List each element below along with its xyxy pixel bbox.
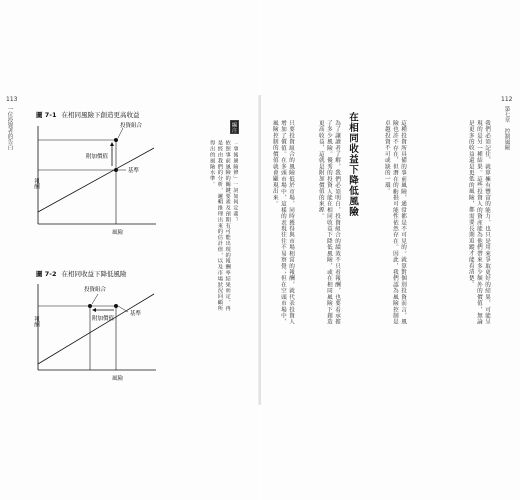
side-note-text <box>180 140 238 350</box>
paragraph-2: 這種投資所具備的事前風險，通常都是不可見的。就算對個別投資而言，風險也許不存在，但潛在的虧損可能性依然存在。因此，我們認為風險控制是卓越投資不可或缺的一環。 <box>383 120 406 325</box>
page-number: 112 <box>501 96 513 103</box>
benchmark-point <box>114 168 118 172</box>
portfolio-label: 投資組合 <box>84 287 107 293</box>
figure-1-y-label: 報酬 <box>33 178 39 189</box>
running-head: 第七章 控制風險 <box>503 106 510 150</box>
paragraph-3: 為了讓讀者了解，我們必須明白，投資組合的績效不只看報酬，也要看承擔了多少風險。優秀的投資人能在相同收益下降低風險，或在相同風險下創造更高收益，這就是附加價值的來源。 <box>317 120 340 325</box>
note-line: 得出的風險水準。 <box>208 140 215 188</box>
note-tag: 編注 <box>231 122 237 133</box>
figure-1-title: 在相同風險下創造更高收益 <box>61 111 140 119</box>
figure-2-title: 在相同收益下降低風險 <box>61 270 127 278</box>
benchmark-label: 基準 <box>128 168 140 174</box>
paragraph-1: 我們必須記住，就算擁有豐富的能力，也只是用來爭取更好的結果，可能呈現的是另一種結果。這些投資人的資產能為他們帶來多少額外的價值，無論是更多的收益還是更低的風險，都需要長期追蹤才能看清楚。 <box>467 120 490 325</box>
figure-1-chart <box>30 120 160 232</box>
benchmark-point <box>114 304 118 308</box>
note-line: 依照事前風險的關鍵要素及預期有可能出現的報酬率結果而定，再 <box>224 140 231 312</box>
portfolio-leader <box>92 294 98 304</box>
figure-1-caption <box>36 110 140 119</box>
figure-2-chart <box>30 280 160 380</box>
benchmark-label: 基準 <box>130 311 142 317</box>
section-title: 在相同收益下降低風險 <box>347 112 358 217</box>
figure-2-x-label: 風險 <box>112 376 124 382</box>
portfolio-leader <box>118 128 123 138</box>
value-added-label: 附加價值 <box>92 316 115 322</box>
figure-2-caption <box>36 269 127 278</box>
portfolio-point <box>88 304 92 308</box>
market-line <box>38 294 154 364</box>
left-page <box>0 0 259 500</box>
portfolio-point <box>114 138 118 142</box>
figure-2-y-label: 報酬 <box>33 316 39 327</box>
figure-1-x-label: 風險 <box>112 230 124 236</box>
note-line: 是經由我們的分析，邏輯推理出來的估計值，以及市場狀況回顧所 <box>216 140 223 312</box>
right-page <box>261 0 520 500</box>
portfolio-label: 投資組合 <box>120 123 143 129</box>
page-number: 113 <box>6 96 18 103</box>
figure-1-label: 圖 7-1 <box>36 111 57 119</box>
running-head: 一位投資者的告白 <box>6 106 13 150</box>
figure-2-label: 圖 7-2 <box>36 270 57 278</box>
value-added-label: 附加價值 <box>86 154 109 160</box>
paragraph-4: 只要投資組合的風險低於市場，同時獲得與市場相當的報酬，就代表投資人增加了價值。在多頭市場中，這樣的表現往往不易察覺；但在空頭市場中，風險控制的價值就會顯現出來。 <box>271 120 294 325</box>
note-line: 「事後風險修」一詞如何定義？ <box>232 140 238 223</box>
benchmark-leader <box>118 306 128 312</box>
